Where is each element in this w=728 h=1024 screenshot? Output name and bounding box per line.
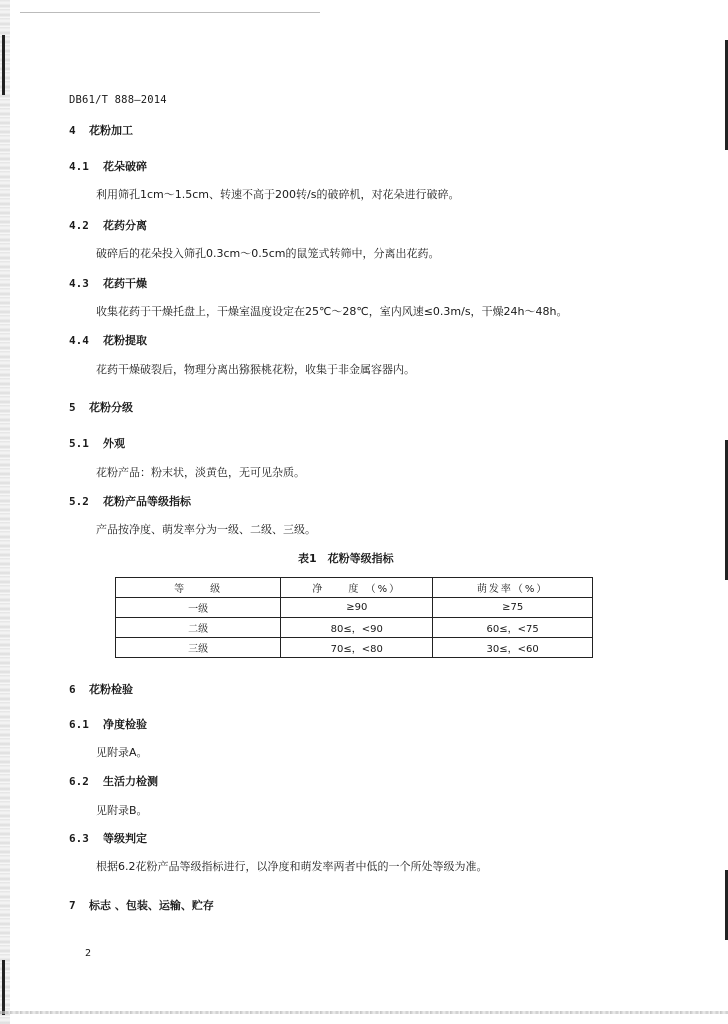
section-4-heading [69,124,133,138]
section-number: 5.2 [69,495,89,508]
section-number: 4.1 [69,160,89,173]
section-5-heading [69,401,133,415]
section-6-1-body: 见附录A。 [96,746,148,759]
section-4-3-heading [69,277,147,291]
table-row [116,638,593,658]
table-cell: 80≤，<90 [281,618,433,638]
section-title: 生活力检测 [103,775,158,788]
section-title: 外观 [103,437,125,450]
section-title: 净度检验 [103,718,147,731]
table-header-cell: 等 级 [116,578,281,598]
section-title: 花药干燥 [103,277,147,290]
section-title: 等级判定 [103,832,147,845]
section-4-1-body: 利用筛孔1cm～1.5cm、转速不高于200转/s的破碎机，对花朵进行破碎。 [96,188,460,201]
table-cell: 60≤，<75 [433,618,593,638]
table-cell: ≥75 [433,598,593,618]
table-header-cell: 萌发率（%） [433,578,593,598]
section-4-1-heading [69,160,147,174]
table-cell: ≥90 [281,598,433,618]
scan-left-mark-top [2,35,5,95]
section-5-2-heading [69,495,191,509]
table-row [116,598,593,618]
page-number: 2 [85,948,92,959]
section-5-1-heading [69,437,125,451]
scan-left-mark-bottom [2,960,5,1015]
table-cell: 30≤，<60 [433,638,593,658]
table-cell: 二级 [116,618,281,638]
scan-top-line [20,12,320,13]
table-caption: 表1 花粉等级指标 [298,552,394,565]
section-title: 标志 、包装、运输、贮存 [89,899,214,912]
section-number: 4.2 [69,219,89,232]
section-title: 花粉加工 [89,124,133,137]
section-number: 6.3 [69,832,89,845]
section-number: 5 [69,401,76,414]
section-4-4-heading [69,334,147,348]
document-code: DB61/T 888—2014 [69,94,167,106]
section-4-3-body: 收集花药于干燥托盘上，干燥室温度设定在25℃～28℃，室内风速≤0.3m/s，干燥24h～48h。 [96,305,568,318]
section-number: 4.3 [69,277,89,290]
section-5-2-body: 产品按净度、萌发率分为一级、二级、三级。 [96,523,316,536]
section-number: 7 [69,899,76,912]
section-4-4-body: 花药干燥破裂后，物理分离出猕猴桃花粉，收集于非金属容器内。 [96,363,415,376]
table-cell: 三级 [116,638,281,658]
section-number: 6.2 [69,775,89,788]
section-5-1-body: 花粉产品：粉末状，淡黄色，无可见杂质。 [96,466,305,479]
section-title: 花粉检验 [89,683,133,696]
section-title: 花朵破碎 [103,160,147,173]
section-6-3-body: 根据6.2花粉产品等级指标进行，以净度和萌发率两者中低的一个所处等级为准。 [96,860,488,873]
section-6-heading [69,683,133,697]
section-number: 4 [69,124,76,137]
section-number: 5.1 [69,437,89,450]
scan-left-edge [0,0,10,1024]
table-header-cell: 净 度 （%） [281,578,433,598]
section-7-heading [69,899,214,913]
section-4-2-body: 破碎后的花朵投入筛孔0.3cm～0.5cm的鼠笼式转筛中，分离出花药。 [96,247,440,260]
section-6-1-heading [69,718,147,732]
table-row [116,618,593,638]
section-6-3-heading [69,832,147,846]
section-6-2-heading [69,775,158,789]
section-number: 6.1 [69,718,89,731]
table-cell: 70≤，<80 [281,638,433,658]
section-6-2-body: 见附录B。 [96,804,148,817]
section-title: 花药分离 [103,219,147,232]
table-cell: 一级 [116,598,281,618]
section-title: 花粉分级 [89,401,133,414]
table-header-row [116,578,593,598]
scan-bottom-edge [0,1011,728,1014]
grade-table [115,577,593,658]
section-4-2-heading [69,219,147,233]
section-title: 花粉提取 [103,334,147,347]
section-number: 6 [69,683,76,696]
section-number: 4.4 [69,334,89,347]
section-title: 花粉产品等级指标 [103,495,191,508]
